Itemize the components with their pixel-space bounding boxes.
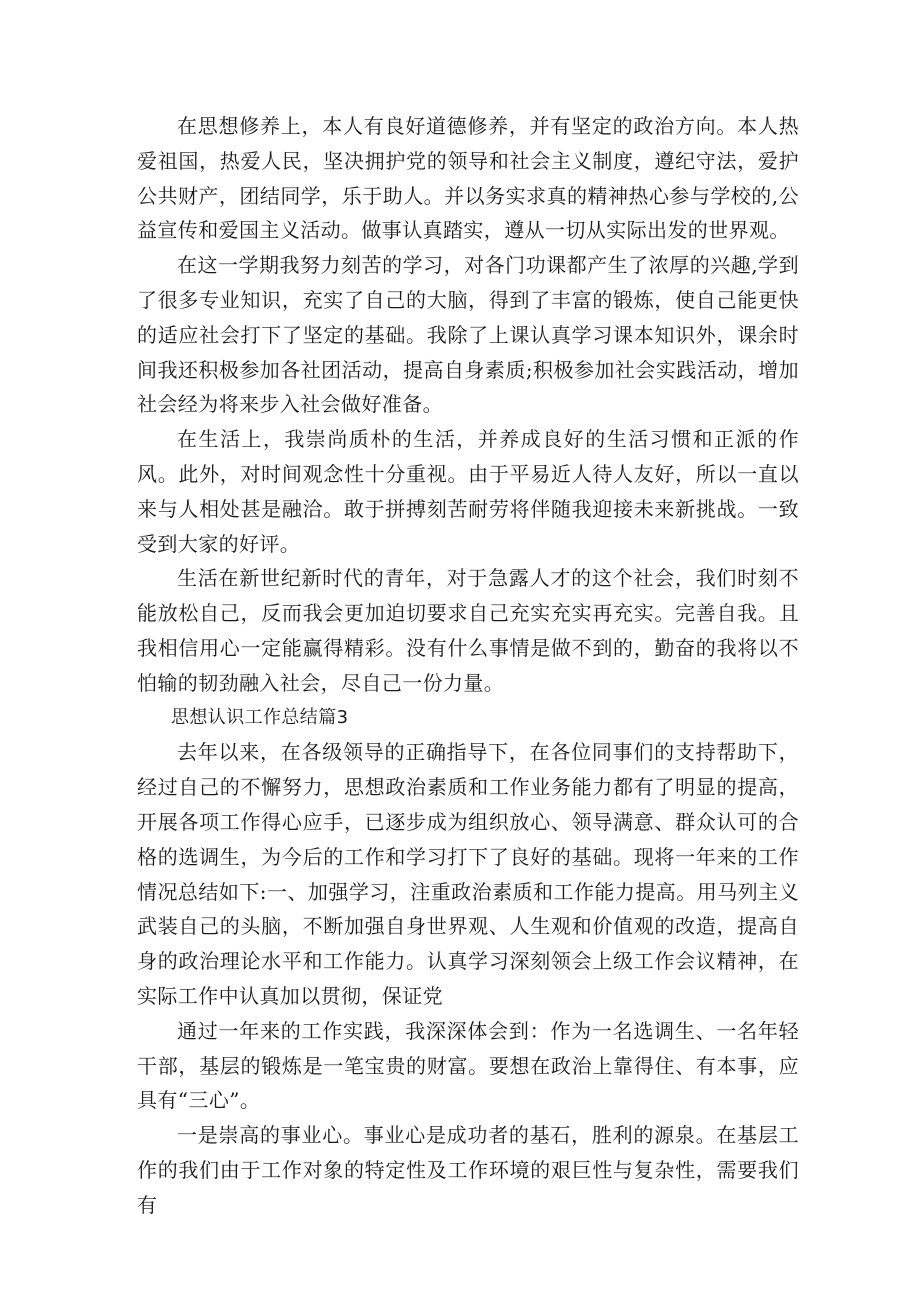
paragraph-life: 在生活上，我崇尚质朴的生活，并养成良好的生活习惯和正派的作风。此外，对时间观念性十分重视。由于平易近人待人友好，所以一直以来与人相处甚是融洽。敢于拼搏刻苦耐劳将伴随我迎接未来新挑战。一致受到大家的好评。 — [137, 427, 799, 556]
paragraph-youth: 生活在新世纪新时代的青年，对于急露人才的这个社会，我们时刻不能放松自己，反而我会更加迫切要求自己充实充实再充实。完善自我。且我相信用心一定能赢得精彩。没有什么事情是做不到的，勤奋的我将以不怕输的韧劲融入社会，尽自己一份力量。 — [137, 566, 799, 695]
paragraph-moral-cultivation: 在思想修养上，本人有良好道德修养，并有坚定的政治方向。本人热爱祖国，热爱人民，坚决拥护党的领导和社会主义制度，遵纪守法，爱护公共财产，团结同学，乐于助人。并以务实求真的精神热心参与学校的,公益宣传和爱国主义活动。做事认真踏实，遵从一切从实际出发的世界观。 — [137, 114, 799, 243]
document-body — [137, 109, 799, 1223]
section-heading: 思想认识工作总结篇3 — [171, 706, 349, 728]
paragraph-career-heart: 一是崇高的事业心。事业心是成功者的基石，胜利的源泉。在基层工作的我们由于工作对象的特定性及工作环境的艰巨性与复杂性，需要我们有 — [137, 1123, 799, 1217]
paragraph-work-summary: 去年以来，在各级领导的正确指导下，在各位同事们的支持帮助下，经过自己的不懈努力，思想政治素质和工作业务能力都有了明显的提高，开展各项工作得心应手，已逐步成为组织放心、领导满意、群众认可的合格的选调生，为今后的工作和学习打下了良好的基础。现将一年来的工作情况总结如下:一、加强学习，注重政治素质和工作能力提高。用马列主义武装自己的头脑，不断加强自身世界观、人生观和价值观的改造，提高自身的政治理论水平和工作能力。认真学习深刻领会上级工作会议精神，在实际工作中认真加以贯彻，保证党 — [137, 740, 799, 1008]
paragraph-study: 在这一学期我努力刻苦的学习，对各门功课都产生了浓厚的兴趣,学到了很多专业知识，充实了自己的大脑，得到了丰富的锻炼，使自己能更快的适应社会打下了坚定的基础。我除了上课认真学习课本知识外，课余时间我还积极参加各社团活动，提高自身素质;积极参加社会实践活动，增加社会经为将来步入社会做好准备。 — [137, 253, 799, 417]
paragraph-experience: 通过一年来的工作实践，我深深体会到：作为一名选调生、一名年轻干部，基层的锻炼是一笔宝贵的财富。要想在政治上靠得住、有本事，应具有“三心”。 — [137, 1018, 799, 1113]
